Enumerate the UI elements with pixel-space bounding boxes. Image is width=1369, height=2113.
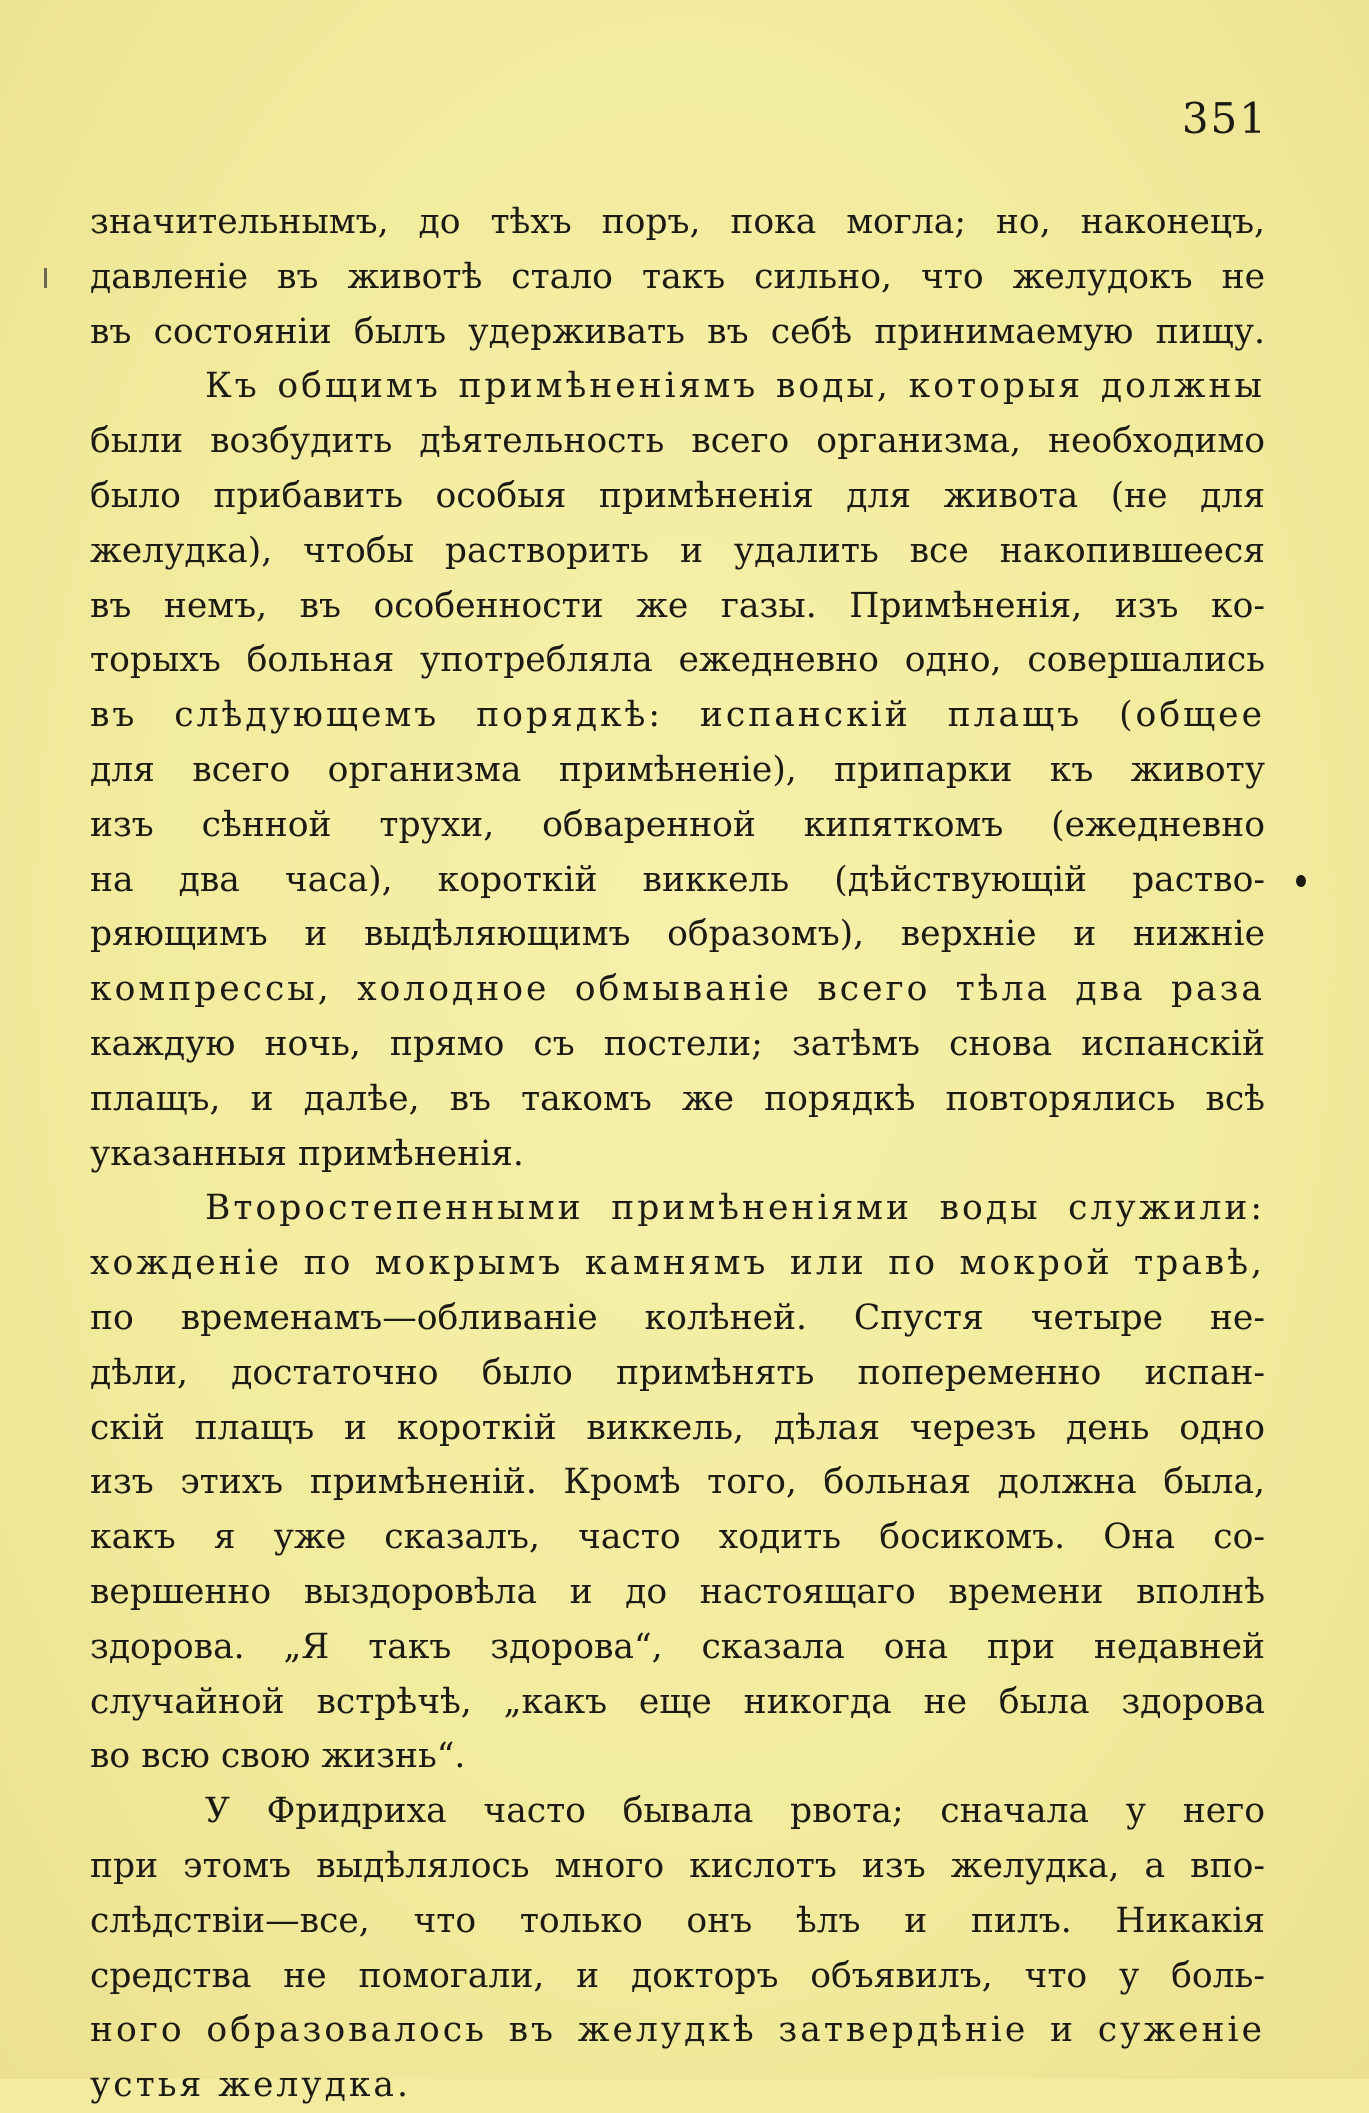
text-line: случайной встрѣчѣ, „какъ еще никогда не была здорова bbox=[90, 1681, 1265, 1722]
text-line: вершенно выздоровѣла и до настоящаго времени вполнѣ bbox=[90, 1571, 1265, 1612]
text-line: на два часа), короткій виккель (дѣйствующій раство- bbox=[90, 859, 1265, 900]
text-line: ряющимъ и выдѣляющимъ образомъ), верхніе и нижніе bbox=[90, 914, 1265, 955]
text-line: значительнымъ, до тѣхъ поръ, пока могла; но, наконецъ, bbox=[90, 202, 1265, 242]
text-line: торыхъ больная употребляла ежедневно одно, совершались bbox=[90, 640, 1265, 681]
paragraph-start-line: Къ общимъ примѣненіямъ воды, которыя должны bbox=[205, 366, 1265, 407]
margin-mark bbox=[44, 268, 47, 288]
text-line: компрессы, холодное обмываніе всего тѣла два раза bbox=[90, 969, 1265, 1010]
text-line: изъ этихъ примѣненій. Кромѣ того, больная должна была, bbox=[90, 1462, 1265, 1503]
paragraph-start-line: У Фридриха часто бывала рвота; сначала у него bbox=[205, 1791, 1265, 1832]
text-line: въ слѣдующемъ порядкѣ: испанскій плащъ (общее bbox=[90, 695, 1265, 736]
paragraph-end-line: устья желудка. bbox=[90, 2065, 411, 2106]
text-line: здорова. „Я такъ здорова“, сказала она при недавней bbox=[90, 1626, 1265, 1667]
text-line: хожденіе по мокрымъ камнямъ или по мокрой травѣ, bbox=[90, 1243, 1265, 1284]
text-line: по временамъ—обливаніе колѣней. Спустя четыре не- bbox=[90, 1297, 1265, 1338]
text-line: было прибавить особыя примѣненія для живота (не для bbox=[90, 475, 1265, 516]
paragraph-end-line: во всю свою жизнь“. bbox=[90, 1736, 466, 1777]
text-line: дѣли, достаточно было примѣнять попеременно испан- bbox=[90, 1352, 1265, 1393]
text-line: ного образовалось въ желудкѣ затвердѣніе и суженіе bbox=[90, 2010, 1265, 2051]
text-line: въ состояніи былъ удерживать въ себѣ принимаемую пищу. bbox=[90, 311, 1265, 352]
text-line: для всего организма примѣненіе), припарки къ животу bbox=[90, 749, 1265, 790]
text-line: скій плащъ и короткій виккель, дѣлая черезъ день одно bbox=[90, 1407, 1265, 1448]
text-line: желудка), чтобы растворить и удалить все накопившееся bbox=[90, 530, 1265, 571]
text-line: средства не помогали, и докторъ объявилъ, что у боль- bbox=[90, 1955, 1265, 1996]
text-line: слѣдствіи—все, что только онъ ѣлъ и пилъ. Никакія bbox=[90, 1900, 1265, 1941]
text-line: какъ я уже сказалъ, часто ходить босикомъ. Она со- bbox=[90, 1517, 1265, 1558]
text-line: при этомъ выдѣлялось много кислотъ изъ желудка, а впо- bbox=[90, 1845, 1265, 1886]
text-line: въ немъ, въ особенности же газы. Примѣненія, изъ ко- bbox=[90, 585, 1265, 626]
text-line: плащъ, и далѣе, въ такомъ же порядкѣ повторялись всѣ bbox=[90, 1078, 1265, 1119]
text-line: давленіе въ животѣ стало такъ сильно, что желудокъ не bbox=[90, 256, 1265, 297]
page-number: 351 bbox=[1181, 94, 1268, 143]
ink-spot bbox=[1296, 875, 1306, 887]
text-line: изъ сѣнной трухи, обваренной кипяткомъ (ежедневно bbox=[90, 804, 1265, 845]
text-line: каждую ночь, прямо съ постели; затѣмъ снова испанскій bbox=[90, 1023, 1265, 1064]
paragraph-start-line: Второстепенными примѣненіями воды служили: bbox=[205, 1188, 1265, 1229]
paragraph-end-line: указанныя примѣненія. bbox=[90, 1133, 524, 1174]
text-line: были возбудить дѣятельность всего организма, необходимо bbox=[90, 421, 1265, 462]
body-text bbox=[90, 195, 1265, 2113]
